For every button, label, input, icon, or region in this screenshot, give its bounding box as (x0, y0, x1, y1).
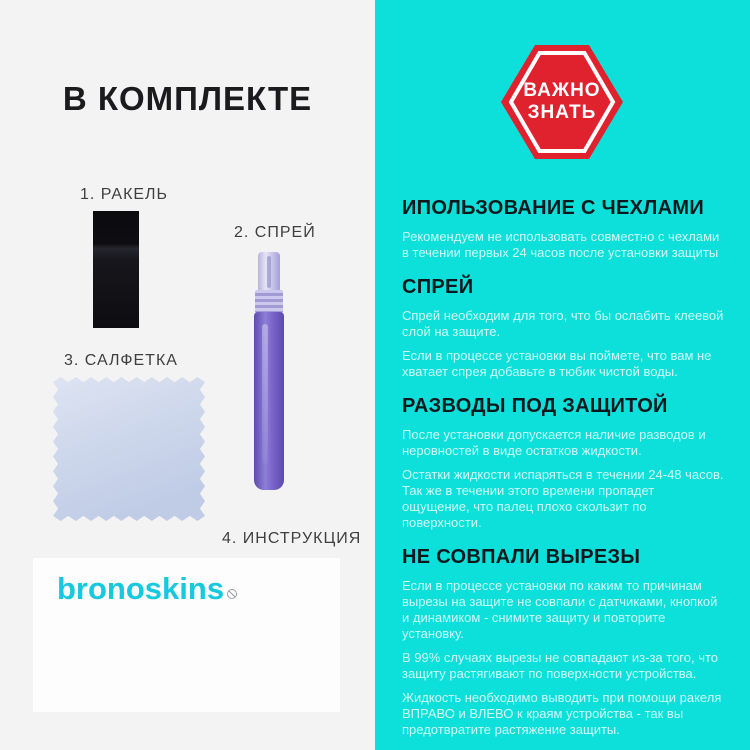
section-cutouts (402, 547, 724, 738)
item-label-squeegee: 1. РАКЕЛЬ (80, 186, 169, 203)
item-label-spray: 2. СПРЕЙ (234, 224, 316, 241)
section-paragraph: В 99% случаях вырезы не совпадают из-за того, что защиту растягивают по поверхности устройства. (402, 650, 719, 681)
section-heading: РАЗВОДЫ ПОД ЗАЩИТОЙ (402, 395, 668, 417)
spray-collar (255, 290, 283, 313)
important-badge (501, 45, 623, 159)
section-spray (402, 277, 724, 380)
section-paragraph: Спрей необходим для того, что бы ослабить клеевой слой на защите. (402, 308, 724, 339)
item-label-manual: 4. ИНСТРУКЦИЯ (222, 530, 362, 547)
spray-body (254, 312, 284, 490)
badge-line2: ЗНАТЬ (527, 102, 597, 123)
microfiber-cloth-image (53, 377, 205, 521)
section-paragraph: Жидкость необходимо выводить при помощи ракеля ВПРАВО и ВЛЕВО к краям устройства - так вы предотвратите растяжение защиты. (402, 690, 722, 737)
badge-text (501, 45, 623, 159)
section-cases (402, 198, 724, 261)
item-label-cloth: 3. САЛФЕТКА (64, 352, 178, 369)
squeegee-image (93, 211, 139, 328)
spray-cap (258, 252, 280, 292)
registered-mark-icon (227, 589, 237, 599)
important-info-panel (375, 0, 750, 750)
section-paragraph: Остатки жидкости испаряться в течении 24-48 часов. Так же в течении этого времени пропадет ощущение, что палец плохо скользит по поверхности. (402, 467, 724, 530)
page-title: В КОМПЛЕКТЕ (62, 80, 313, 117)
brand-wordmark: bronoskins (57, 571, 225, 606)
section-paragraph: Рекомендуем не использовать совместно с чехлами в течении первых 24 часов после установки защиты (402, 229, 720, 260)
instruction-card-image (33, 558, 340, 712)
section-heading: НЕ СОВПАЛИ ВЫРЕЗЫ (402, 546, 641, 568)
brand-logo (57, 571, 237, 607)
section-paragraph: После установки допускается наличие разводов и неровностей в виде остатков жидкости. (402, 427, 706, 458)
info-sections (402, 198, 724, 750)
section-heading: СПРЕЙ (402, 276, 474, 298)
cloth-zigzag-shape (53, 377, 205, 521)
spray-bottle-image (251, 252, 287, 490)
section-streaks (402, 396, 724, 531)
section-paragraph: Если в процессе установки по каким то причинам вырезы на защите не совпали с датчиками, кнопкой и динамиком - снимите защиту и повторите установку. (402, 578, 718, 641)
section-heading: ИПОЛЬЗОВАНИЕ С ЧЕХЛАМИ (402, 197, 704, 219)
section-paragraph: Если в процессе установки вы поймете, что вам не хватает спрея добавьте в тюбик чистой воды. (402, 348, 712, 379)
badge-line1: ВАЖНО (523, 80, 601, 101)
